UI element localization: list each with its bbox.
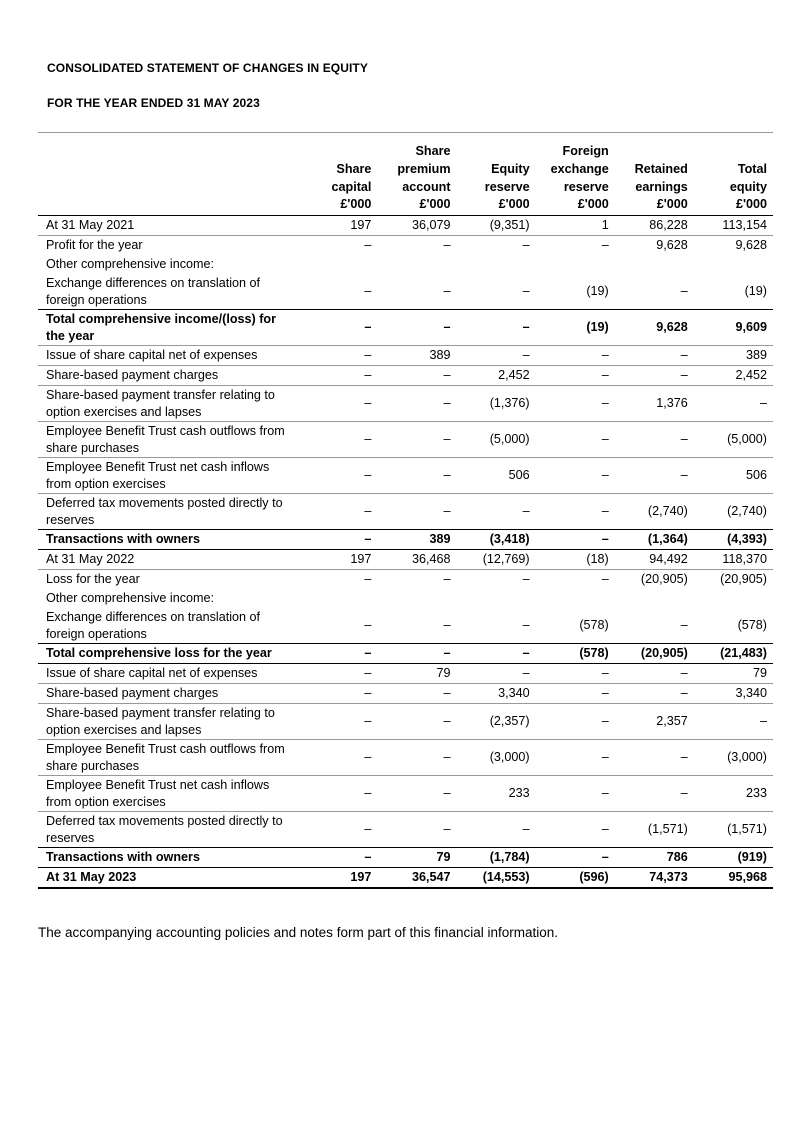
column-header — [694, 143, 773, 216]
value-cell: 2,452 — [457, 366, 536, 386]
column-header-line: £'000 — [340, 197, 372, 212]
column-header-line: Total — [737, 161, 767, 176]
value-cell: (19) — [586, 284, 609, 299]
value-cell: – — [536, 664, 615, 684]
table-row — [38, 684, 773, 704]
column-header-line: Share — [415, 144, 451, 158]
value-cell: – — [377, 422, 456, 458]
value-cell: 9,628 — [615, 236, 694, 256]
table-row — [38, 848, 773, 868]
value-cell: (20,905) — [694, 570, 773, 590]
value-cell: – — [298, 664, 377, 684]
footer-note: The accompanying accounting policies and notes form part of this financial information. — [38, 925, 559, 940]
column-header-line: reserve — [484, 179, 530, 194]
column-header-line: £'000 — [419, 197, 451, 212]
value-cell: (578) — [737, 618, 767, 633]
value-cell — [615, 255, 694, 274]
value-cell: – — [298, 346, 377, 366]
value-cell: – — [457, 664, 536, 684]
value-cell: (19) — [536, 310, 615, 346]
row-label: Employee Benefit Trust net cash inflows from option exercises — [38, 458, 298, 494]
value-cell: – — [298, 458, 377, 494]
value-cell: – — [536, 684, 615, 704]
value-cell: – — [536, 346, 615, 366]
value-cell: – — [377, 236, 456, 256]
value-cell: (1,571) — [694, 812, 773, 848]
table-row — [38, 608, 773, 644]
top-rule — [38, 132, 773, 133]
value-cell — [298, 589, 377, 608]
value-cell: – — [694, 386, 773, 422]
column-header — [298, 143, 377, 216]
value-cell: (3,418) — [457, 530, 536, 550]
table-row — [38, 216, 773, 236]
table-row — [38, 550, 773, 570]
value-cell: 389 — [377, 346, 456, 366]
value-cell: – — [615, 422, 694, 458]
value-cell: 9,628 — [615, 310, 694, 346]
table-row — [38, 644, 773, 664]
column-header-line: Foreign — [562, 144, 609, 158]
header-row — [38, 143, 773, 216]
value-cell: – — [377, 776, 456, 812]
value-cell: 389 — [694, 346, 773, 366]
value-cell: – — [615, 664, 694, 684]
value-cell: – — [457, 310, 536, 346]
value-cell: (596) — [536, 868, 615, 889]
column-header-line: Share — [336, 161, 372, 176]
row-label: Other comprehensive income: — [46, 257, 214, 272]
value-cell: 197 — [350, 218, 372, 233]
column-header-line: exchange — [550, 161, 609, 176]
value-cell: 197 — [298, 868, 377, 889]
value-cell: 233 — [694, 776, 773, 812]
row-label: Loss for the year — [38, 570, 298, 590]
row-label: Total comprehensive loss for the year — [38, 644, 298, 664]
value-cell: – — [680, 284, 688, 299]
value-cell: – — [680, 618, 688, 633]
value-cell: (2,740) — [694, 494, 773, 530]
table-body — [38, 216, 773, 889]
value-cell: – — [536, 494, 615, 530]
value-cell: – — [522, 618, 530, 633]
table-row — [38, 236, 773, 256]
value-cell: – — [377, 684, 456, 704]
value-cell: (2,357) — [457, 704, 536, 740]
value-cell: – — [377, 812, 456, 848]
row-label: Transactions with owners — [38, 530, 298, 550]
row-label: Share-based payment transfer relating to option exercises and lapses — [38, 704, 298, 740]
value-cell: – — [377, 704, 456, 740]
table-row — [38, 868, 773, 889]
value-cell: – — [298, 422, 377, 458]
table-row — [38, 310, 773, 346]
value-cell: 197 — [298, 550, 377, 570]
column-header — [615, 143, 694, 216]
value-cell: – — [298, 310, 377, 346]
value-cell: – — [364, 618, 372, 633]
value-cell: – — [298, 704, 377, 740]
value-cell: 786 — [615, 848, 694, 868]
value-cell: – — [536, 848, 615, 868]
header-label-cell — [38, 143, 298, 216]
row-label: Exchange differences on translation of foreign operations — [46, 609, 261, 641]
value-cell: (3,000) — [694, 740, 773, 776]
value-cell: – — [377, 458, 456, 494]
equity-table — [38, 143, 773, 889]
value-cell: – — [536, 776, 615, 812]
value-cell: (14,553) — [457, 868, 536, 889]
value-cell: – — [536, 740, 615, 776]
row-label: Total comprehensive income/(loss) for the year — [38, 310, 298, 346]
value-cell: 79 — [377, 848, 456, 868]
table-row — [38, 570, 773, 590]
value-cell: 113,154 — [722, 218, 767, 233]
value-cell: 36,079 — [412, 218, 451, 233]
value-cell: – — [522, 284, 530, 299]
value-cell: – — [298, 812, 377, 848]
value-cell: (9,351) — [489, 218, 530, 233]
table-row — [38, 346, 773, 366]
value-cell: – — [615, 776, 694, 812]
value-cell: – — [536, 236, 615, 256]
column-header-line: premium — [397, 161, 451, 176]
row-label: At 31 May 2022 — [38, 550, 298, 570]
value-cell: (19) — [744, 284, 767, 299]
value-cell: – — [377, 494, 456, 530]
value-cell: 389 — [377, 530, 456, 550]
value-cell: 36,547 — [377, 868, 456, 889]
table-row — [38, 704, 773, 740]
value-cell: (5,000) — [694, 422, 773, 458]
value-cell — [298, 255, 377, 274]
row-label: Share-based payment charges — [38, 366, 298, 386]
value-cell: – — [457, 812, 536, 848]
value-cell — [457, 589, 536, 608]
column-header — [457, 143, 536, 216]
value-cell: (20,905) — [615, 570, 694, 590]
table-row — [38, 530, 773, 550]
row-label: Exchange differences on translation of foreign operations — [46, 275, 261, 307]
value-cell: – — [536, 530, 615, 550]
value-cell: 3,340 — [457, 684, 536, 704]
value-cell: 506 — [694, 458, 773, 494]
row-label: Issue of share capital net of expenses — [38, 346, 298, 366]
column-header-line: reserve — [563, 179, 609, 194]
value-cell: (3,000) — [457, 740, 536, 776]
value-cell: 1,376 — [615, 386, 694, 422]
value-cell: (20,905) — [615, 644, 694, 664]
value-cell: (919) — [694, 848, 773, 868]
value-cell: – — [298, 236, 377, 256]
column-header-line: £'000 — [656, 197, 688, 212]
column-header-line: Retained — [634, 161, 688, 176]
value-cell — [457, 255, 536, 274]
value-cell: 79 — [377, 664, 456, 684]
value-cell: – — [377, 310, 456, 346]
value-cell: (18) — [536, 550, 615, 570]
value-cell: 2,452 — [694, 366, 773, 386]
value-cell: – — [457, 644, 536, 664]
column-header-line: capital — [331, 179, 372, 194]
value-cell: – — [536, 812, 615, 848]
value-cell: 118,370 — [694, 550, 773, 570]
value-cell: – — [536, 458, 615, 494]
value-cell: – — [377, 570, 456, 590]
table-row — [38, 422, 773, 458]
value-cell: 9,609 — [694, 310, 773, 346]
row-label: Transactions with owners — [38, 848, 298, 868]
value-cell: (12,769) — [457, 550, 536, 570]
table-row — [38, 274, 773, 310]
value-cell: – — [377, 740, 456, 776]
column-header-line: £'000 — [577, 197, 609, 212]
row-label: Share-based payment transfer relating to option exercises and lapses — [38, 386, 298, 422]
value-cell: 79 — [694, 664, 773, 684]
value-cell: 94,492 — [615, 550, 694, 570]
value-cell: 233 — [457, 776, 536, 812]
value-cell: – — [298, 366, 377, 386]
value-cell: (578) — [536, 644, 615, 664]
column-header-line: account — [402, 179, 451, 194]
value-cell: – — [443, 618, 451, 633]
row-label: Employee Benefit Trust cash outflows from share purchases — [38, 422, 298, 458]
value-cell: – — [536, 366, 615, 386]
value-cell: (2,740) — [615, 494, 694, 530]
value-cell: (578) — [579, 618, 609, 633]
value-cell: – — [536, 704, 615, 740]
row-label: Employee Benefit Trust net cash inflows from option exercises — [38, 776, 298, 812]
value-cell: – — [536, 422, 615, 458]
value-cell: (1,364) — [615, 530, 694, 550]
value-cell: – — [377, 644, 456, 664]
value-cell: – — [298, 740, 377, 776]
value-cell: – — [457, 346, 536, 366]
value-cell: – — [536, 570, 615, 590]
value-cell: – — [457, 570, 536, 590]
value-cell: – — [298, 776, 377, 812]
value-cell: – — [615, 366, 694, 386]
value-cell: 9,628 — [694, 236, 773, 256]
value-cell — [536, 255, 615, 274]
value-cell: – — [443, 284, 451, 299]
row-label: At 31 May 2021 — [46, 218, 135, 233]
table-row — [38, 589, 773, 608]
value-cell: – — [615, 458, 694, 494]
row-label: Issue of share capital net of expenses — [38, 664, 298, 684]
value-cell: 1 — [601, 218, 609, 233]
value-cell: – — [694, 704, 773, 740]
table-row — [38, 664, 773, 684]
value-cell: – — [298, 684, 377, 704]
value-cell: (5,000) — [457, 422, 536, 458]
column-header-line: £'000 — [498, 197, 530, 212]
row-label: Deferred tax movements posted directly to reserves — [38, 494, 298, 530]
table-row — [38, 776, 773, 812]
table-row — [38, 458, 773, 494]
value-cell: – — [615, 346, 694, 366]
value-cell: – — [298, 386, 377, 422]
table-row — [38, 740, 773, 776]
column-header-line: Equity — [491, 161, 530, 176]
row-label: Profit for the year — [38, 236, 298, 256]
value-cell: – — [457, 236, 536, 256]
value-cell: (4,393) — [694, 530, 773, 550]
value-cell: – — [298, 570, 377, 590]
row-label: Employee Benefit Trust cash outflows from share purchases — [38, 740, 298, 776]
value-cell: – — [377, 366, 456, 386]
column-header-line: equity — [729, 179, 767, 194]
row-label: Other comprehensive income: — [46, 591, 214, 606]
row-label: Share-based payment charges — [38, 684, 298, 704]
value-cell — [615, 589, 694, 608]
document-title: CONSOLIDATED STATEMENT OF CHANGES IN EQUITY — [47, 61, 368, 75]
row-label: At 31 May 2023 — [38, 868, 298, 889]
value-cell: 3,340 — [694, 684, 773, 704]
value-cell: – — [377, 386, 456, 422]
value-cell: 36,468 — [377, 550, 456, 570]
value-cell: (1,376) — [457, 386, 536, 422]
column-header — [377, 143, 456, 216]
value-cell — [536, 589, 615, 608]
document-subtitle: FOR THE YEAR ENDED 31 MAY 2023 — [47, 96, 260, 110]
value-cell — [377, 589, 456, 608]
value-cell: – — [536, 386, 615, 422]
table-row — [38, 366, 773, 386]
value-cell: (21,483) — [694, 644, 773, 664]
value-cell — [377, 255, 456, 274]
value-cell: – — [615, 684, 694, 704]
table-row — [38, 812, 773, 848]
value-cell — [694, 589, 773, 608]
column-header — [536, 143, 615, 216]
table-row — [38, 255, 773, 274]
value-cell: 95,968 — [694, 868, 773, 889]
value-cell: – — [364, 284, 372, 299]
value-cell: 2,357 — [615, 704, 694, 740]
row-label: Deferred tax movements posted directly to reserves — [38, 812, 298, 848]
column-header-line: earnings — [635, 179, 688, 194]
value-cell: 506 — [457, 458, 536, 494]
value-cell: 74,373 — [615, 868, 694, 889]
column-header-line: £'000 — [735, 197, 767, 212]
value-cell: – — [298, 644, 377, 664]
value-cell: – — [615, 740, 694, 776]
table-row — [38, 386, 773, 422]
table-row — [38, 494, 773, 530]
value-cell: – — [457, 494, 536, 530]
value-cell: – — [298, 848, 377, 868]
value-cell: – — [298, 530, 377, 550]
value-cell: (1,784) — [457, 848, 536, 868]
value-cell: – — [298, 494, 377, 530]
value-cell — [694, 255, 773, 274]
value-cell: 86,228 — [649, 218, 688, 233]
value-cell: (1,571) — [615, 812, 694, 848]
